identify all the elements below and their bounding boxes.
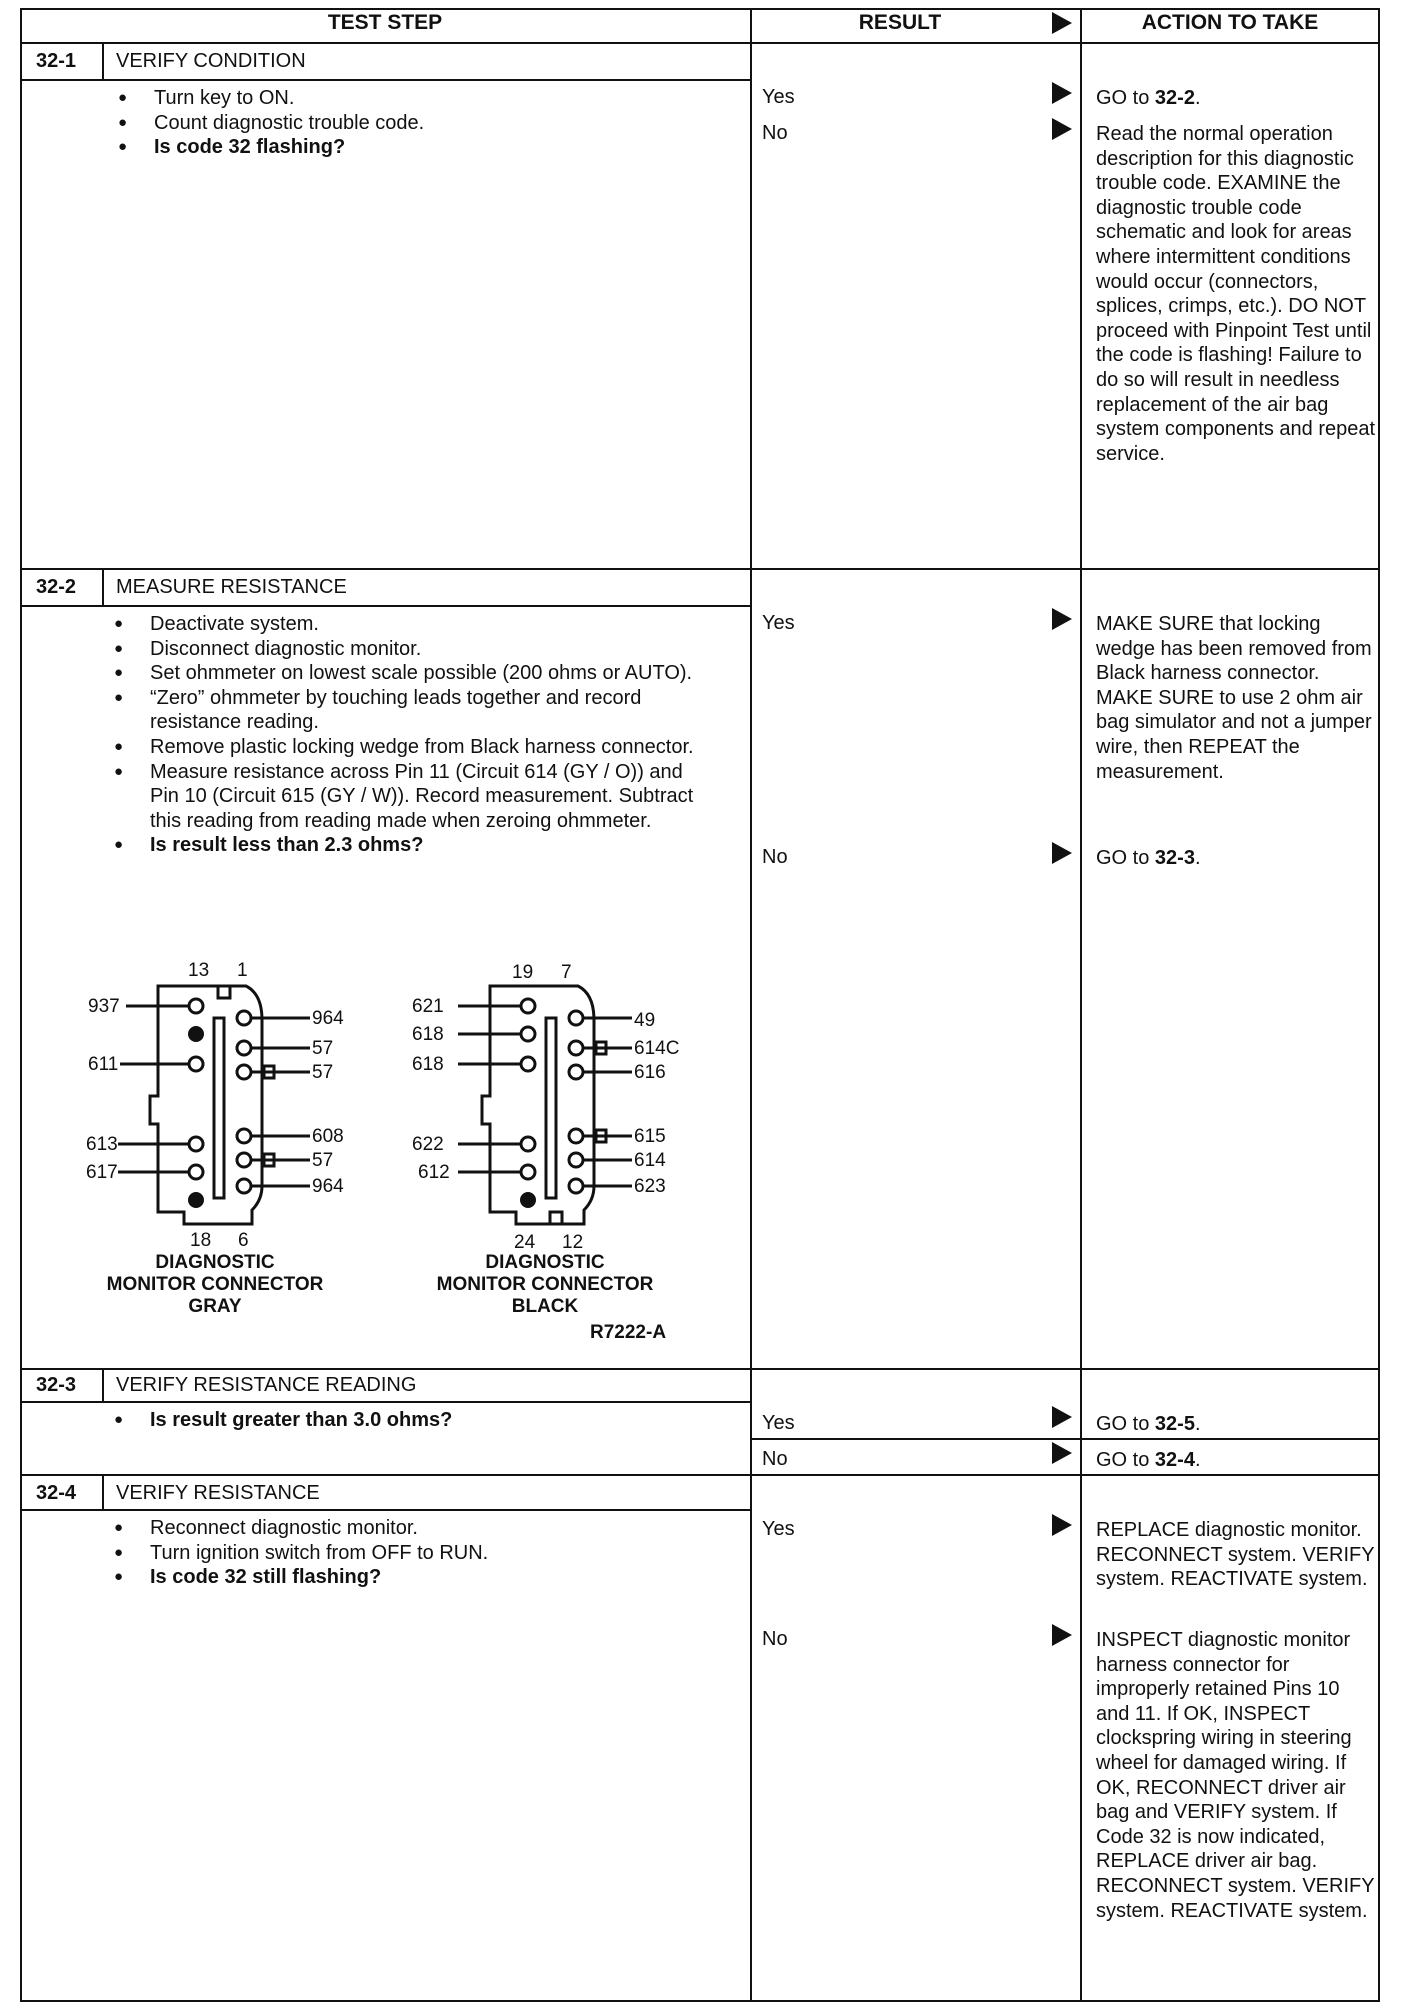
action-text (1096, 1448, 1378, 1473)
gray-right-circuit: 964 (312, 1176, 344, 1197)
gray-left-circuit: 611 (88, 1054, 119, 1075)
row-divider (20, 568, 1380, 570)
column-divider-result (750, 8, 752, 2002)
header-divider (20, 42, 1380, 44)
black-right-circuit: 614C (634, 1038, 680, 1059)
gray-right-circuit: 964 (312, 1008, 344, 1029)
gray-left-circuit: 617 (86, 1162, 118, 1183)
action-text: INSPECT diagnostic monitor harness connector for improperly retained Pins 10 and 11. If OK, INSPECT clockspring wiring in steering wheel for damaged wiring. If OK, RECONNECT driver air bag and VERIFY system. If Code 32 is now indicated, REPLACE driver air bag. RECONNECT system. VERIFY system. REACTIVATE system. (1096, 1629, 1375, 1922)
step-number-divider (102, 42, 104, 80)
black-right-circuit: 623 (634, 1176, 666, 1197)
bullet-item: ● Measure resistance across Pin 11 (Circuit 614 (GY / O)) and Pin 10 (Circuit 615 (GY / W)). Record measurement. Subtract this reading from reading made when zeroing ohmmeter. (114, 760, 714, 834)
arrow-icon (1052, 1624, 1072, 1646)
action-suffix: . (1194, 1413, 1201, 1435)
step-bullets (118, 86, 738, 160)
action-prefix: GO to (1096, 87, 1155, 109)
arrow-icon (1052, 608, 1072, 630)
row-divider (20, 1368, 1380, 1370)
black-top-right-pin: 7 (561, 962, 572, 983)
label-line: DIAGNOSTIC (485, 1252, 605, 1273)
bullet-item: ● Set ohmmeter on lowest scale possible (200 ohms or AUTO). (114, 661, 714, 686)
result-yes: Yes (762, 612, 795, 634)
black-left-circuit: 618 (412, 1024, 444, 1045)
bullet-item: ● Remove plastic locking wedge from Black harness connector. (114, 735, 714, 760)
gray-right-circuit: 57 (312, 1038, 334, 1059)
gray-right-circuit: 57 (312, 1062, 334, 1083)
step-bullets (114, 1408, 714, 1433)
gray-connector-label (80, 1252, 350, 1318)
action-text: Read the normal operation description for this diagnostic trouble code. EXAMINE the diagnostic trouble code schematic and look for areas where intermittent conditions would occur (connectors, splices, crimps, etc.). DO NOT proceed with Pinpoint Test until the code is flashing! Failure to do so will result in needless replacement of the air bag system components and repeat service. (1096, 123, 1376, 465)
label-line: DIAGNOSTIC (155, 1252, 275, 1273)
step-title: VERIFY CONDITION (116, 50, 306, 72)
action-prefix: GO to (1096, 847, 1155, 869)
black-right-circuit: 615 (634, 1126, 666, 1147)
black-right-circuit: 614 (634, 1150, 666, 1171)
header-action: ACTION TO TAKE (1141, 11, 1319, 34)
step-title: MEASURE RESISTANCE (116, 576, 347, 598)
bullet-question: ● Is result greater than 3.0 ohms? (114, 1408, 714, 1433)
column-divider-action (1080, 8, 1082, 2002)
table-border-right (1378, 8, 1380, 2002)
bullet-item: ● “Zero” ohmmeter by touching leads together and record resistance reading. (114, 686, 714, 735)
step-number-divider (102, 1474, 104, 1510)
result-no: No (762, 1628, 788, 1650)
bullet-question: ● Is code 32 flashing? (118, 135, 738, 160)
black-bottom-left-pin: 24 (514, 1232, 536, 1253)
bullet-question: ● Is result less than 2.3 ohms? (114, 833, 714, 858)
gray-bottom-right-pin: 6 (238, 1230, 249, 1251)
step-number: 32-4 (36, 1482, 77, 1504)
arrow-icon (1052, 118, 1072, 140)
step-bullets (114, 612, 714, 858)
label-line: MONITOR CONNECTOR (106, 1274, 324, 1295)
action-prefix: GO to (1096, 1449, 1155, 1471)
gray-left-circuit: 937 (88, 996, 120, 1017)
arrow-icon (1052, 1406, 1072, 1428)
header-arrow-icon (1052, 12, 1072, 34)
header-result: RESULT (858, 11, 942, 34)
bullet-question: ● Is code 32 still flashing? (114, 1565, 714, 1590)
gray-top-left-pin: 13 (188, 960, 210, 981)
action-ref: 32-5 (1154, 1413, 1195, 1435)
arrow-icon (1052, 82, 1072, 104)
action-suffix: . (1194, 87, 1201, 109)
step-title: VERIFY RESISTANCE READING (116, 1374, 417, 1396)
step-title: VERIFY RESISTANCE (116, 1482, 320, 1504)
black-left-circuit: 612 (418, 1162, 450, 1183)
gray-left-circuit: 613 (86, 1134, 118, 1155)
step-number: 32-1 (36, 50, 77, 72)
step-title-divider (20, 605, 752, 607)
action-suffix: . (1194, 847, 1201, 869)
action-ref: 32-4 (1154, 1449, 1195, 1471)
action-text (1096, 86, 1378, 111)
row-divider (20, 1474, 1380, 1476)
arrow-icon (1052, 1514, 1072, 1536)
black-right-circuit: 49 (634, 1010, 656, 1031)
black-bottom-right-pin: 12 (562, 1232, 584, 1253)
result-yes: Yes (762, 1412, 795, 1434)
result-divider (750, 1438, 1380, 1440)
black-left-circuit: 618 (412, 1054, 444, 1075)
gray-bottom-left-pin: 18 (190, 1230, 212, 1251)
table-border-top (20, 8, 1380, 10)
step-title-divider (20, 79, 752, 81)
action-prefix: GO to (1096, 1413, 1155, 1435)
bullet-item: ● Turn ignition switch from OFF to RUN. (114, 1541, 714, 1566)
action-ref: 32-2 (1154, 87, 1195, 109)
action-text (1096, 1412, 1378, 1437)
gray-right-circuit: 608 (312, 1126, 344, 1147)
result-no: No (762, 846, 788, 868)
table-border-bottom (20, 2000, 1380, 2002)
label-line: BLACK (511, 1296, 579, 1317)
result-no: No (762, 1448, 788, 1470)
bullet-item: ● Disconnect diagnostic monitor. (114, 637, 714, 662)
step-number-divider (102, 1368, 104, 1402)
step-number: 32-3 (36, 1374, 77, 1396)
black-left-circuit: 621 (412, 996, 444, 1017)
result-no: No (762, 122, 788, 144)
arrow-icon (1052, 842, 1072, 864)
header-test-step: TEST STEP (327, 11, 443, 34)
gray-right-circuit: 57 (312, 1150, 334, 1171)
bullet-item: ● Deactivate system. (114, 612, 714, 637)
action-text: MAKE SURE that locking wedge has been removed from Black harness connector. MAKE SURE to use 2 ohm air bag simulator and not a jumper wire, then REPEAT the measurement. (1096, 613, 1372, 783)
step-number-divider (102, 568, 104, 606)
black-right-circuit: 616 (634, 1062, 666, 1083)
step-bullets (114, 1516, 714, 1590)
label-line: MONITOR CONNECTOR (436, 1274, 654, 1295)
figure-id: R7222-A (590, 1322, 667, 1343)
action-text: REPLACE diagnostic monitor. RECONNECT system. VERIFY system. REACTIVATE system. (1096, 1519, 1375, 1591)
arrow-icon (1052, 1442, 1072, 1464)
result-yes: Yes (762, 1518, 795, 1540)
step-number: 32-2 (36, 576, 77, 598)
black-left-circuit: 622 (412, 1134, 444, 1155)
action-ref: 32-3 (1154, 847, 1195, 869)
step-title-divider (20, 1509, 752, 1511)
gray-top-right-pin: 1 (237, 960, 248, 981)
table-border-left (20, 8, 22, 2002)
label-line: GRAY (188, 1296, 242, 1317)
bullet-item: ● Reconnect diagnostic monitor. (114, 1516, 714, 1541)
action-text (1096, 846, 1378, 871)
step-title-divider (20, 1401, 752, 1403)
bullet-item: ● Count diagnostic trouble code. (118, 111, 738, 136)
result-yes: Yes (762, 86, 795, 108)
black-connector-label (410, 1252, 680, 1318)
bullet-item: ● Turn key to ON. (118, 86, 738, 111)
action-suffix: . (1194, 1449, 1201, 1471)
black-top-left-pin: 19 (512, 962, 534, 983)
